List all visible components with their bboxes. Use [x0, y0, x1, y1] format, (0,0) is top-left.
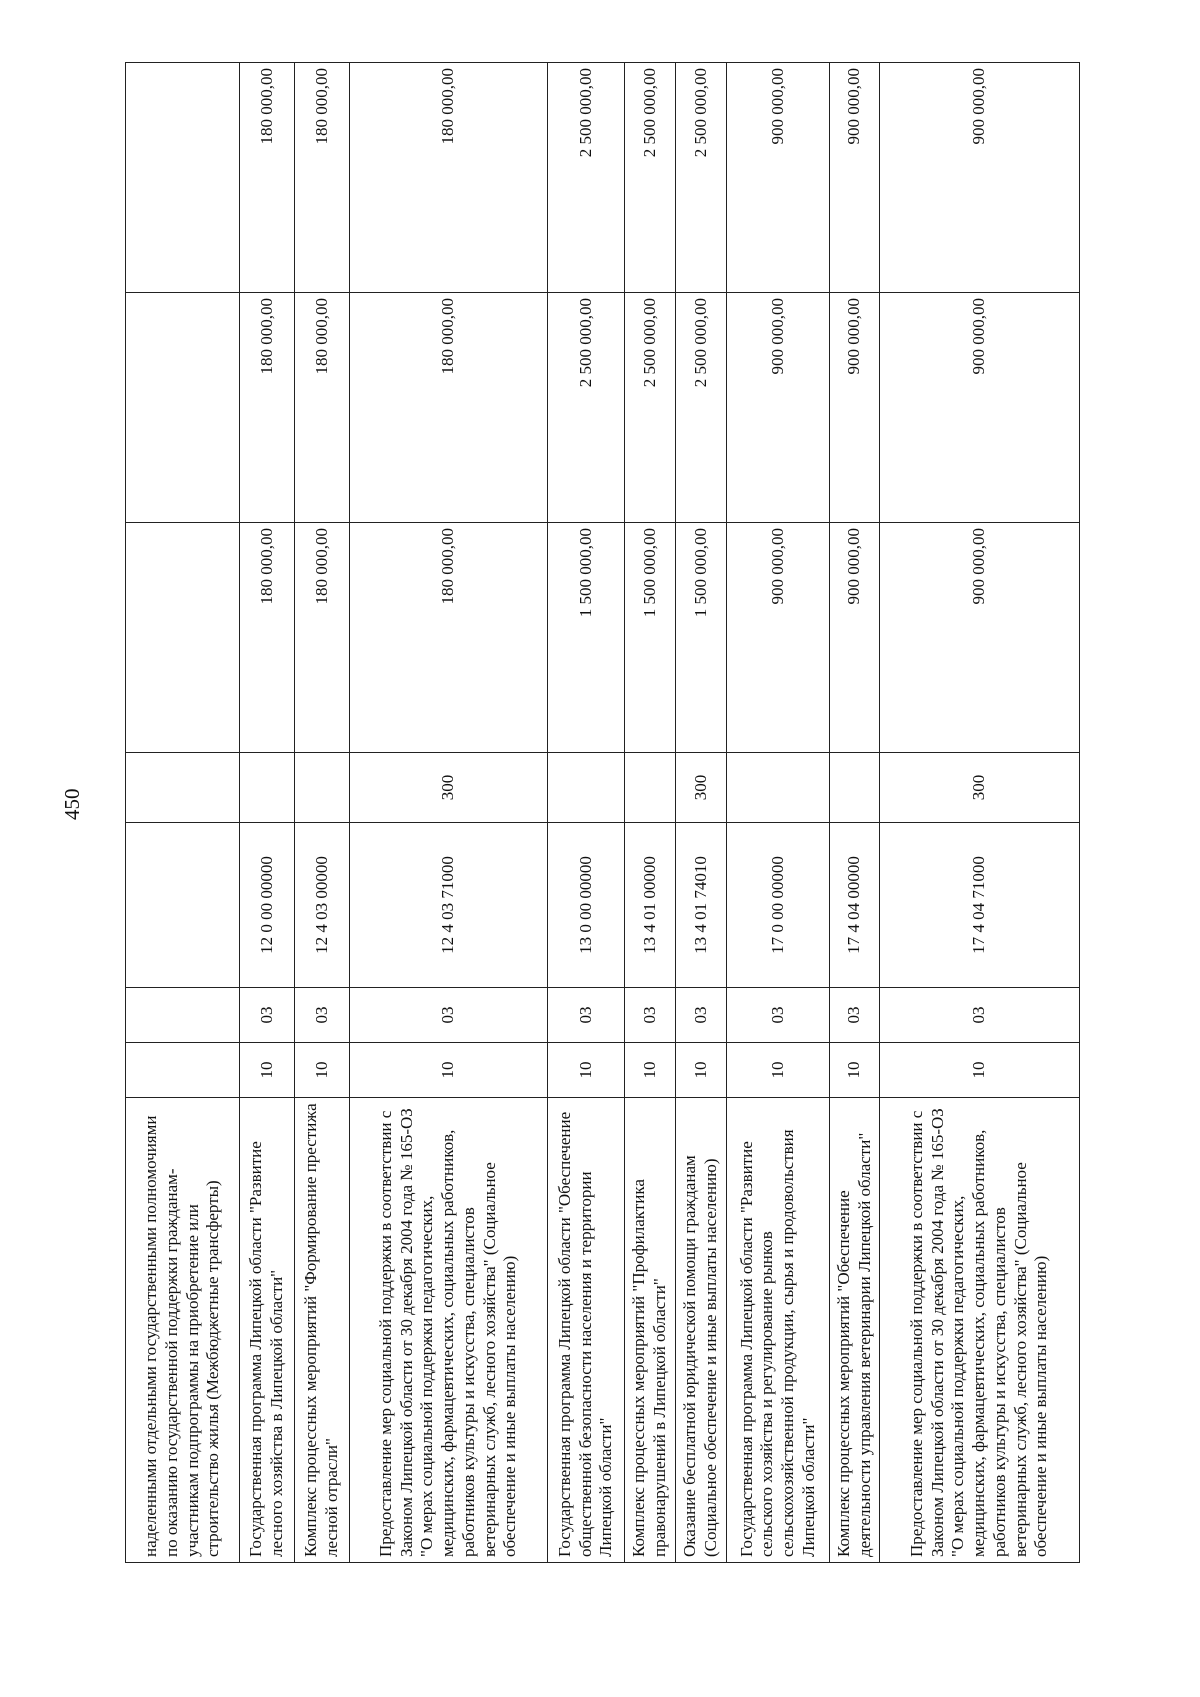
subsection-code: 03: [625, 988, 676, 1043]
target-code: 17 4 04 71000: [880, 823, 1080, 988]
subsection-code: 03: [727, 988, 830, 1043]
sum-year-3: 900 000,00: [880, 63, 1080, 293]
sum-year-1: 900 000,00: [830, 523, 880, 753]
table-row: [350, 63, 548, 1563]
expense-type-code: [830, 753, 880, 823]
table-row: [548, 63, 625, 1563]
row-name: Оказание бесплатной юридической помощи гражданам (Социальное обеспечение и иные выплаты населению): [676, 1098, 727, 1563]
sum-year-3: 2 500 000,00: [625, 63, 676, 293]
sum-year-2: 2 500 000,00: [676, 293, 727, 523]
budget-table: [125, 62, 1080, 1563]
sum-year-3: 180 000,00: [350, 63, 548, 293]
sum-year-1: 1 500 000,00: [548, 523, 625, 753]
sum-year-2: [126, 293, 240, 523]
target-code: 12 4 03 71000: [350, 823, 548, 988]
subsection-code: [126, 988, 240, 1043]
table-row: [295, 63, 350, 1563]
sum-year-1: 1 500 000,00: [676, 523, 727, 753]
section-code: 10: [830, 1043, 880, 1098]
section-code: 10: [240, 1043, 295, 1098]
sum-year-2: 2 500 000,00: [625, 293, 676, 523]
table-row: [830, 63, 880, 1563]
expense-type-code: [548, 753, 625, 823]
subsection-code: 03: [240, 988, 295, 1043]
sum-year-3: 180 000,00: [240, 63, 295, 293]
sum-year-2: 180 000,00: [240, 293, 295, 523]
section-code: 10: [625, 1043, 676, 1098]
expense-type-code: 300: [880, 753, 1080, 823]
subsection-code: 03: [350, 988, 548, 1043]
row-name: Государственная программа Липецкой области "Развитие лесного хозяйства в Липецкой области": [240, 1098, 295, 1563]
row-name: Комплекс процессных мероприятий "Профилактика правонарушений в Липецкой области": [625, 1098, 676, 1563]
sum-year-1: 900 000,00: [880, 523, 1080, 753]
subsection-code: 03: [880, 988, 1080, 1043]
sum-year-3: 180 000,00: [295, 63, 350, 293]
target-code: 17 4 04 00000: [830, 823, 880, 988]
sum-year-1: 180 000,00: [350, 523, 548, 753]
sum-year-3: 2 500 000,00: [548, 63, 625, 293]
target-code: [126, 823, 240, 988]
expense-type-code: [240, 753, 295, 823]
section-code: 10: [727, 1043, 830, 1098]
sum-year-2: 900 000,00: [727, 293, 830, 523]
section-code: 10: [350, 1043, 548, 1098]
sum-year-1: 180 000,00: [295, 523, 350, 753]
row-name: Предоставление мер социальной поддержки в соответствии с Законом Липецкой области от 30 декабря 2004 года № 165-ОЗ "О мерах социальной поддержки педагогических, медицинских, фармацевтических, социальных работников, работников культуры и искусства, специалистов ветеринарных служб, лесного хозяйства" (Социальное обеспечение и иные выплаты населению): [350, 1098, 548, 1563]
expense-type-code: [727, 753, 830, 823]
table-row: [880, 63, 1080, 1563]
section-code: 10: [295, 1043, 350, 1098]
section-code: 10: [880, 1043, 1080, 1098]
table-row: [625, 63, 676, 1563]
target-code: 13 0 00 00000: [548, 823, 625, 988]
subsection-code: 03: [295, 988, 350, 1043]
target-code: 12 4 03 00000: [295, 823, 350, 988]
row-name: Предоставление мер социальной поддержки в соответствии с Законом Липецкой области от 30 декабря 2004 года № 165-ОЗ "О мерах социальной поддержки педагогических, медицинских, фармацевтических, социальных работников, работников культуры и искусства, специалистов ветеринарных служб, лесного хозяйства" (Социальное обеспечение и иные выплаты населению): [880, 1098, 1080, 1563]
page-number: 450: [60, 788, 84, 820]
sum-year-3: [126, 63, 240, 293]
subsection-code: 03: [830, 988, 880, 1043]
target-code: 13 4 01 74010: [676, 823, 727, 988]
expense-type-code: 300: [350, 753, 548, 823]
subsection-code: 03: [548, 988, 625, 1043]
section-code: 10: [548, 1043, 625, 1098]
sum-year-2: 180 000,00: [295, 293, 350, 523]
row-name: наделенными отдельными государственными полномочиями по оказанию государственной поддержки гражданам-участникам подпрограммы на приобретение или строительство жилья (Межбюджетные трансферты): [126, 1098, 240, 1563]
row-name: Государственная программа Липецкой области "Развитие сельского хозяйства и регулирование рынков сельскохозяйственной продукции, сырья и продовольствия Липецкой области": [727, 1098, 830, 1563]
sum-year-3: 2 500 000,00: [676, 63, 727, 293]
sum-year-3: 900 000,00: [727, 63, 830, 293]
target-code: 12 0 00 00000: [240, 823, 295, 988]
expense-type-code: [625, 753, 676, 823]
sum-year-2: 900 000,00: [880, 293, 1080, 523]
expense-type-code: [295, 753, 350, 823]
target-code: 13 4 01 00000: [625, 823, 676, 988]
sum-year-2: 180 000,00: [350, 293, 548, 523]
row-name: Комплекс процессных мероприятий "Обеспечение деятельности управления ветеринарии Липецкой области": [830, 1098, 880, 1563]
table-row: [240, 63, 295, 1563]
expense-type-code: 300: [676, 753, 727, 823]
sum-year-1: 1 500 000,00: [625, 523, 676, 753]
table-row: [727, 63, 830, 1563]
sum-year-1: [126, 523, 240, 753]
target-code: 17 0 00 00000: [727, 823, 830, 988]
row-name: Комплекс процессных мероприятий "Формирование престижа лесной отрасли": [295, 1098, 350, 1563]
sum-year-1: 180 000,00: [240, 523, 295, 753]
sum-year-3: 900 000,00: [830, 63, 880, 293]
rotated-page: [125, 63, 1095, 1563]
table-row: [126, 63, 240, 1563]
row-name: Государственная программа Липецкой области "Обеспечение общественной безопасности населения и территории Липецкой области": [548, 1098, 625, 1563]
section-code: 10: [676, 1043, 727, 1098]
sum-year-1: 900 000,00: [727, 523, 830, 753]
expense-type-code: [126, 753, 240, 823]
table-row: [676, 63, 727, 1563]
subsection-code: 03: [676, 988, 727, 1043]
sum-year-2: 2 500 000,00: [548, 293, 625, 523]
sum-year-2: 900 000,00: [830, 293, 880, 523]
section-code: [126, 1043, 240, 1098]
